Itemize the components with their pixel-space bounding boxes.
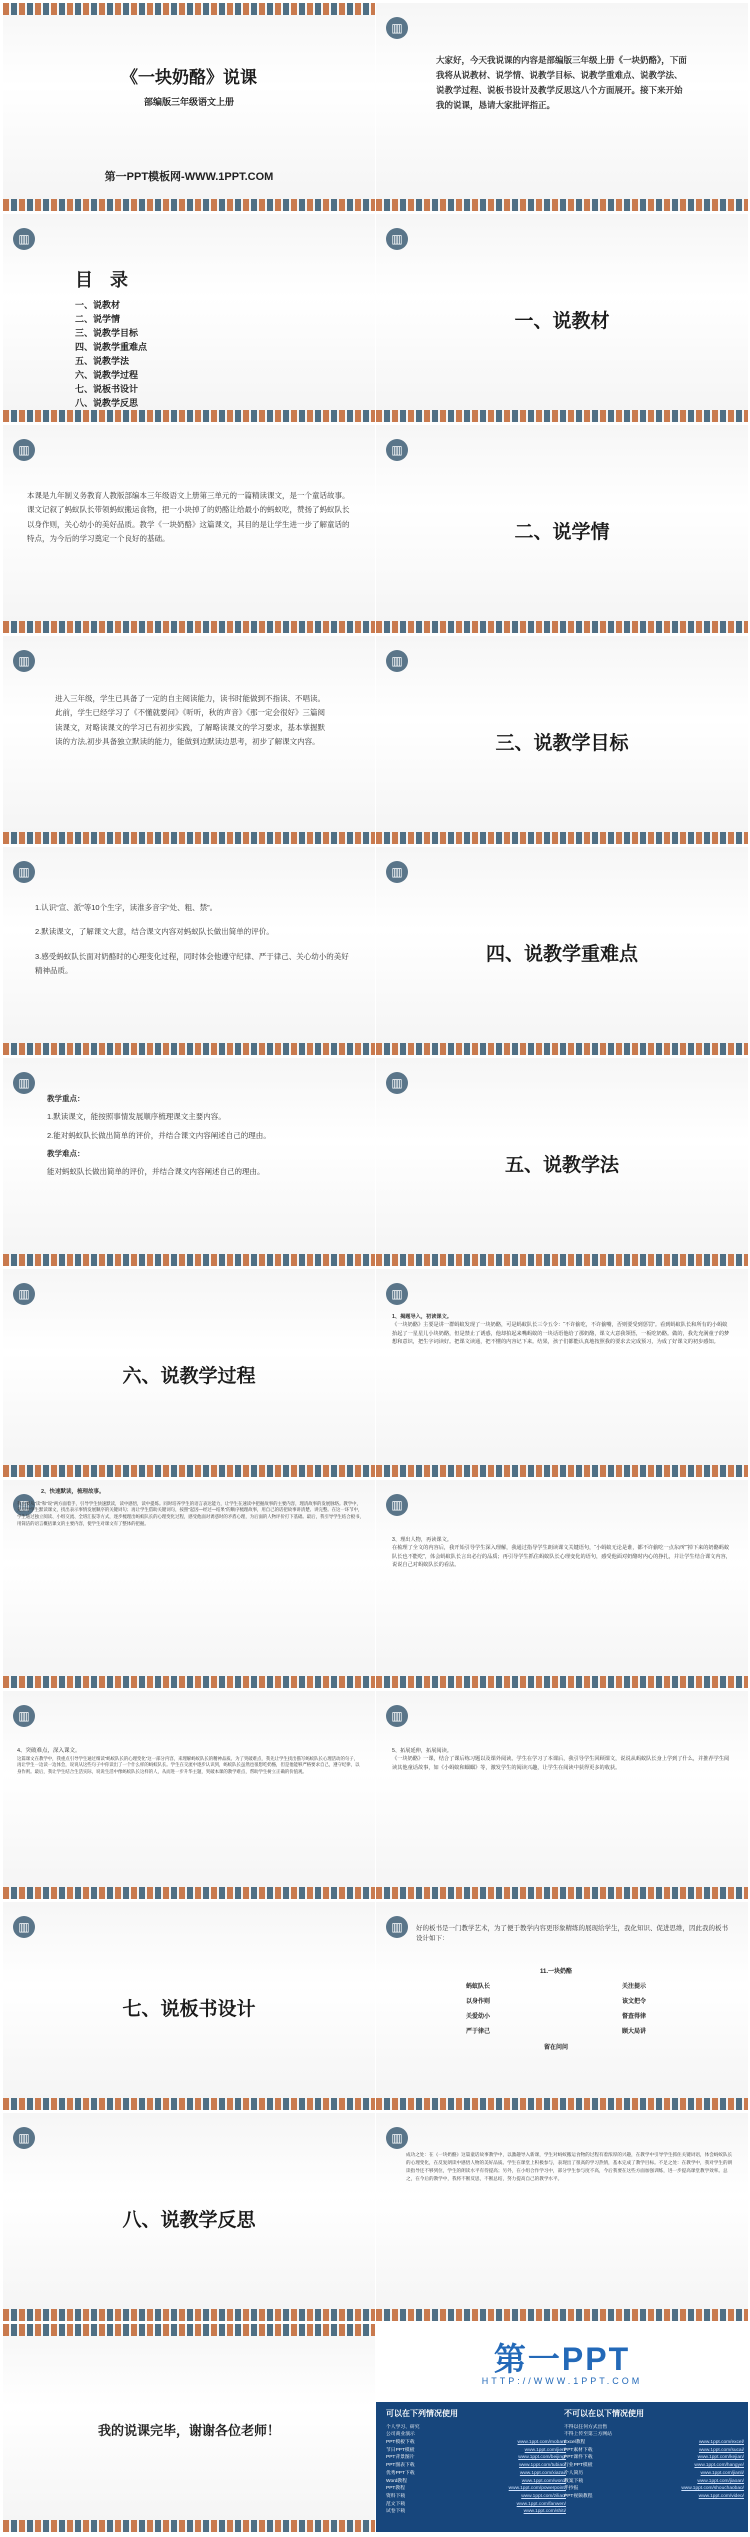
step-text: 《一块奶酪》一课，结合了课后练习题以及课外阅读。学生在学习了本课后，我引导学生回顾课文，说说从蚂蚁队长身上学到了什么，并推荐学生阅读其他童话故事，如《小蚂蚁和蝈蝈》等，激发学生的阅读兴趣，让学生在阅读中获得更多的收获。 <box>392 1756 730 1771</box>
school-emblem-icon <box>386 228 408 250</box>
link-row <box>564 2431 744 2439</box>
slide-process-2[interactable] <box>3 1480 375 1688</box>
difficulty-item: 能对蚂蚁队长做出简单的评价，并结合课文内容阐述自己的理由。 <box>47 1167 265 1176</box>
link-url[interactable]: www.1ppt.com/fanwen/ <box>516 2501 566 2507</box>
link-label: 教案下载 <box>564 2478 584 2484</box>
slide-key-points[interactable] <box>3 1058 375 1266</box>
link-url[interactable]: www.1ppt.com/video/ <box>698 2493 744 2499</box>
link-url[interactable]: www.1ppt.com/hangye/ <box>694 2463 744 2469</box>
link-label: 资料下载 <box>386 2493 406 2499</box>
key-label: 教学重点： <box>47 1094 85 1103</box>
school-emblem-icon <box>13 439 35 461</box>
decorative-band <box>376 832 748 844</box>
link-row <box>386 2493 566 2501</box>
link-url[interactable]: www.1ppt.com/moban/ <box>517 2440 566 2446</box>
section-heading: 七、说板书设计 <box>122 1999 256 2020</box>
step-text: 这篇课文在教学中，我重点引导学生通过细读“蚂蚁队长的心理变化”这一部分内容，来理解蚂蚁队长的精神品质。为了突破难点，我先让学生找出描写蚂蚁队长心理活动的句子，再让学生一边读一边体会，说说从这些句子中你读出了一个什么样的蚂蚁队长。学生在交流中逐步认识到，蚂蚁队长虽然也很想吃奶酪，但是他能够严格要求自己，遵守纪律，以身作则。最后，我让学生结合生活实际，说说生活中像蚂蚁队长这样的人，从而进一步升华主题，突破本课的教学难点，帮助学生树立正确的价值观。 <box>17 1755 360 1775</box>
link-url[interactable]: www.1ppt.com/ziliao/ <box>521 2493 566 2499</box>
decorative-band <box>3 1043 375 1055</box>
link-label: 试卷下载 <box>386 2509 406 2515</box>
slide-process-5[interactable] <box>376 1691 748 1899</box>
board-footer: 留在问问 <box>543 2045 568 2051</box>
reflection-text: 成功之处：在《一块奶酪》这篇童话故事教学中，以激趣导入新课，学生对蚂蚁搬运食物的过程有着浓厚的兴趣，在教学中引导学生抓住关键词语，体会蚂蚁队长的心理变化，在反复朗读中感悟人物的美好品质。学生在课堂上积极参与，表现出了很高的学习热情，基本完成了教学目标。不足之处：在教学中，我对学生的朗读指导还不够到位，学生的朗读水平有待提高；另外，在小组合作学习中，部分学生参与度不高，今后我要在这些方面加强训练，进一步提高课堂教学效率。总之，在今后的教学中，我将不断反思，不断总结，努力提高自己的教学水平。 <box>406 2152 733 2182</box>
section-heading: 二、说学情 <box>514 522 610 543</box>
link-url[interactable]: www.1ppt.com/jianli/ <box>700 2470 744 2476</box>
slide-section-5[interactable] <box>376 1058 748 1266</box>
site-label: 第一PPT模板网-WWW.1PPT.COM <box>104 171 274 183</box>
decorative-band <box>3 3 375 15</box>
link-label: 公司商业演示 <box>386 2432 415 2438</box>
page-subtitle: 部编版三年级语文上册 <box>143 97 234 107</box>
link-label: PPT模板下载 <box>386 2440 415 2446</box>
section-heading: 四、说教学重难点 <box>485 944 638 965</box>
link-label: 节日PPT模板 <box>386 2447 415 2453</box>
process-step <box>392 1313 732 1346</box>
link-label: PPT视频教程 <box>564 2493 593 2499</box>
link-label: 手抄报 <box>564 2486 579 2492</box>
decorative-band <box>376 2098 748 2110</box>
link-row <box>386 2478 566 2486</box>
link-row <box>386 2424 566 2432</box>
decorative-band <box>3 1676 375 1688</box>
link-row <box>564 2485 744 2493</box>
board-cell: 关注提示 <box>621 1984 646 1990</box>
link-row <box>386 2470 566 2478</box>
board-cell: 蚂蚁队长 <box>466 1984 491 1990</box>
intro-text: 大家好，今天我说课的内容是部编版三年级上册《一块奶酪》，下面我将从说教材、说学情、说教学目标、说教学重难点、说教学法、说教学过程、说板书设计及教学反思这八个方面展开。接下来开始我的说课，恳请大家批评指正。 <box>436 55 687 110</box>
site-url[interactable]: HTTP://WWW.1PPT.COM <box>481 2376 643 2386</box>
link-url[interactable]: www.1ppt.com/sucai/ <box>698 2447 744 2453</box>
decorative-band <box>376 2309 748 2321</box>
decorative-band <box>376 1043 748 1055</box>
decorative-band <box>3 2309 375 2321</box>
link-row <box>564 2462 744 2470</box>
slide-toc[interactable] <box>3 214 375 422</box>
link-row <box>564 2478 744 2486</box>
school-emblem-icon <box>13 650 35 672</box>
objective-item: 1.认识“宣、派”等10个生字，读准多音字“处、粗、禁”。 <box>35 903 218 912</box>
forbidden-column <box>564 2408 744 2501</box>
allowed-title: 可以在下列情况使用 <box>386 2409 458 2418</box>
slide-title[interactable] <box>3 3 375 211</box>
objective-item: 3.感受蚂蚁队长面对奶酪时的心理变化过程，同时体会他遵守纪律、严于律己、关心幼小的美好精神品质。 <box>35 951 349 975</box>
link-row <box>386 2462 566 2470</box>
process-step <box>392 1747 732 1772</box>
key-item: 1.默读课文，能按照事情发展顺序梳理课文主要内容。 <box>47 1112 226 1122</box>
section-heading: 一、说教材 <box>514 311 610 332</box>
link-url[interactable]: www.1ppt.com/powerpoint/ <box>508 2486 566 2492</box>
objective-item: 2.默读课文，了解课文大意，结合课文内容对蚂蚁队长做出简单的评价。 <box>35 927 274 937</box>
school-emblem-icon <box>386 1072 408 1094</box>
process-step <box>17 1747 361 1776</box>
page-title: 《一块奶酪》说课 <box>121 68 257 87</box>
link-label: 行业PPT模板 <box>564 2463 593 2469</box>
link-row <box>386 2447 566 2455</box>
school-emblem-icon <box>386 2127 408 2149</box>
slide-promo[interactable] <box>376 2324 748 2532</box>
decorative-band <box>376 1254 748 1266</box>
decorative-band <box>3 2520 375 2532</box>
step-title: 1、揭题导入，初读课文。 <box>392 1314 452 1320</box>
link-row <box>386 2454 566 2462</box>
decorative-band <box>3 1465 375 1477</box>
slide-section-2[interactable] <box>376 425 748 633</box>
link-row <box>564 2454 744 2462</box>
decorative-band <box>3 410 375 422</box>
slide-process-4[interactable] <box>3 1691 375 1899</box>
toc-list <box>75 298 147 410</box>
slide-section-6[interactable] <box>3 1269 375 1477</box>
link-url[interactable]: www.1ppt.com/excel/ <box>698 2440 744 2446</box>
school-emblem-icon <box>386 1916 408 1938</box>
link-label: 范文下载 <box>386 2501 406 2507</box>
school-emblem-icon <box>386 1705 408 1727</box>
body-text: 本课是九年制义务教育人教版部编本三年级语文上册第三单元的一篇精读课文，是一个童话故事。课文记叙了蚂蚁队长带领蚂蚁搬运食物，把一小块掉了的奶酪让给最小的蚂蚁吃，赞扬了蚂蚁队长以身作则，关心幼小的美好品质。教学《一块奶酪》这篇课文，其目的是让学生进一步了解童话的特点，为今后的学习奠定一个良好的基础。 <box>27 491 350 543</box>
decorative-band <box>3 1254 375 1266</box>
slide-textbook[interactable] <box>3 425 375 633</box>
link-label: 个人学习、研究 <box>386 2424 420 2430</box>
link-row <box>386 2501 566 2509</box>
link-url[interactable]: www.1ppt.com/jieri/ <box>524 2447 566 2453</box>
process-step <box>17 1488 365 1528</box>
slide-reflection[interactable] <box>376 2113 748 2321</box>
slide-intro[interactable] <box>376 3 748 211</box>
board-cell: 以身作则 <box>466 1999 491 2005</box>
board-row <box>456 1995 656 2010</box>
link-row <box>564 2424 744 2432</box>
board-cell: 该文把令 <box>621 1999 646 2005</box>
board-cell: 顾大局讲 <box>621 2029 646 2035</box>
forbidden-title: 不可以在以下情况使用 <box>564 2409 644 2418</box>
school-emblem-icon <box>386 439 408 461</box>
link-label: Excel教程 <box>564 2440 586 2446</box>
slide-students[interactable] <box>3 636 375 844</box>
slide-objectives[interactable] <box>3 847 375 1055</box>
slide-section-3[interactable] <box>376 636 748 844</box>
closing-text: 我的说课完毕，谢谢各位老师！ <box>97 2423 280 2438</box>
school-emblem-icon <box>386 1283 408 1305</box>
slide-process-1[interactable] <box>376 1269 748 1477</box>
school-emblem-icon <box>13 1072 35 1094</box>
school-emblem-icon <box>386 861 408 883</box>
decorative-band <box>376 410 748 422</box>
slide-process-3[interactable] <box>376 1480 748 1688</box>
board-cell: 督查得律 <box>621 2014 646 2020</box>
school-emblem-icon <box>13 2127 35 2149</box>
school-emblem-icon <box>386 1494 408 1516</box>
link-url[interactable]: www.1ppt.com/beijing/ <box>518 2455 566 2461</box>
decorative-band <box>376 1887 748 1899</box>
link-url[interactable]: www.1ppt.com/kejian/ <box>697 2455 744 2461</box>
toc-title: 目 录 <box>75 270 135 290</box>
board-row <box>456 2010 656 2025</box>
school-emblem-icon <box>13 1705 35 1727</box>
decorative-band <box>3 2098 375 2110</box>
school-emblem-icon <box>13 861 35 883</box>
section-heading: 六、说教学过程 <box>122 1366 256 1387</box>
board-row <box>456 2025 656 2040</box>
slide-section-1[interactable] <box>376 214 748 422</box>
link-label: 不得以任何方式出售 <box>564 2424 608 2430</box>
link-row <box>564 2470 744 2478</box>
toc-item[interactable]: 六、说教学过程 <box>75 370 139 380</box>
link-row <box>386 2439 566 2447</box>
process-step <box>392 1536 732 1569</box>
objectives-list <box>35 901 351 978</box>
link-url[interactable]: www.1ppt.com/word/ <box>521 2478 566 2484</box>
step-text: 在梳理了全文的内容后，我开始引导学生深入理解，我通过指导学生朗读课文关键语句，“小蚂蚁无论是谁，都不许偷吃一点东西”“掉下来的奶酪蚂蚁队长也不能吃”，体会蚂蚁队长言出必行的品质；再引导学生抓住蚂蚁队长心理变化的语句，感受他面对奶酪时内心的挣扎，并让学生结合课文内容，说说自己对蚂蚁队长的看法。 <box>392 1545 731 1568</box>
link-row <box>564 2493 744 2501</box>
decorative-band <box>376 621 748 633</box>
slide-closing[interactable] <box>3 2324 375 2532</box>
step-title: 2、快速默读，梳理故事。 <box>41 1489 105 1495</box>
section-heading: 三、说教学目标 <box>495 733 629 754</box>
decorative-band <box>376 1465 748 1477</box>
link-label: Word教程 <box>386 2478 407 2484</box>
board-cell: 关爱幼小 <box>466 2014 491 2020</box>
difficulty-label: 教学难点： <box>47 1148 85 1158</box>
board-table <box>456 1964 656 2056</box>
board-title: 11.一块奶酪 <box>539 1969 572 1975</box>
toc-item[interactable]: 三、说教学目标 <box>75 328 139 338</box>
decorative-band <box>376 199 748 211</box>
link-row <box>386 2508 566 2516</box>
school-emblem-icon <box>386 17 408 39</box>
board-row <box>456 1980 656 1995</box>
link-label: PPT课件下载 <box>564 2455 593 2461</box>
board-cell: 严于律己 <box>466 2029 491 2035</box>
link-label: PPT素材下载 <box>564 2447 593 2453</box>
toc-item[interactable]: 四、说教学重难点 <box>75 342 148 352</box>
link-url[interactable]: www.1ppt.com/jiaoan/ <box>697 2478 744 2484</box>
link-row <box>386 2485 566 2493</box>
link-label: 不得上传至第三方网站 <box>564 2432 612 2438</box>
toc-item[interactable]: 一、说教材 <box>75 300 121 310</box>
link-row <box>386 2431 566 2439</box>
key-item: 2.能对蚂蚁队长做出简单的评价，并结合课文内容阐述自己的理由。 <box>47 1130 271 1140</box>
decorative-band <box>3 1887 375 1899</box>
link-url[interactable]: www.1ppt.com/xiazai/ <box>519 2470 566 2476</box>
slide-board-design[interactable] <box>376 1902 748 2110</box>
step-title: 3、理出人物，再读课文。 <box>392 1537 452 1543</box>
site-logo: 第一PPT <box>493 2341 631 2377</box>
decorative-band <box>3 2324 375 2336</box>
link-label: 个人简历 <box>564 2470 584 2476</box>
school-emblem-icon <box>13 1916 35 1938</box>
link-url[interactable]: www.1ppt.com/shiti/ <box>523 2509 566 2515</box>
key-points <box>47 1092 351 1179</box>
toc-item[interactable]: 七、说板书设计 <box>75 384 139 394</box>
toc-item[interactable]: 二、说学情 <box>75 314 121 324</box>
decorative-band <box>376 1676 748 1688</box>
school-emblem-icon <box>13 228 35 250</box>
decorative-band <box>3 199 375 211</box>
school-emblem-icon <box>386 650 408 672</box>
decorative-band <box>3 621 375 633</box>
toc-item[interactable]: 五、说教学法 <box>75 356 130 366</box>
link-url[interactable]: www.1ppt.com/tubiao/ <box>519 2463 566 2469</box>
link-label: 优秀PPT下载 <box>386 2470 415 2476</box>
link-row <box>564 2439 744 2447</box>
section-heading: 五、说教学法 <box>504 1155 619 1176</box>
section-heading: 八、说教学反思 <box>122 2210 256 2231</box>
slide-section-8[interactable] <box>3 2113 375 2321</box>
link-label: PPT教程 <box>386 2486 405 2492</box>
slide-section-4[interactable] <box>376 847 748 1055</box>
link-label: PPT背景图片 <box>386 2455 415 2461</box>
decorative-band <box>3 832 375 844</box>
school-emblem-icon <box>13 1283 35 1305</box>
usage-panel <box>376 2402 748 2532</box>
step-text: 我主要从“读”和“说”两方面着手，引导学生快速默读，读中感悟，读中提炼。同时培养学生的语言表达能力，让学生在速读中把握故事的主要内容，理清故事的发展脉络。教学中，先引导学生默读课文，找出表示事情发展顺序的关键词句；再让学生借助关键词句，按照“起因—经过—结果”的顺序梳理故事，用自己的话把故事讲清楚、讲完整。在这一环节中，学生通过独立阅读、小组交流、全班汇报等方式，逐步梳理出蚂蚁队长的心理变化过程，感受他面对诱惑时的矛盾心理，为后面的人物评价打下基础。最后，我引导学生结合板书，用简洁的语言概括课文的主要内容，使学生对课文有了整体的把握。 <box>17 1500 364 1526</box>
toc-item[interactable]: 八、说教学反思 <box>75 398 139 408</box>
link-label: PPT图表下载 <box>386 2463 415 2469</box>
slide-section-7[interactable] <box>3 1902 375 2110</box>
step-text: 《一块奶酪》主要是讲一群蚂蚁发现了一块奶酪，可是蚂蚁队长三令五令：“不许偷吃，不许偷嘴，否则要受到惩罚”。看到蚂蚁队长和所有的小蚂蚁抬起了一星星儿小块奶酪，但是禁止了诱惑，他却拍起来嘴蚂蚁的一块话语他给了那奶酪，课文大意我领悟，一板吃奶酪。做的，我先充满童子的梦想和意识，把生字词读好。把课文读通，把不懂的内容记下来。结果，孩子们都能认真地按照我的要求去完成预习，为成了好课文的初步感知。 <box>392 1322 730 1345</box>
step-title: 5、拓展延伸，拓展阅读。 <box>392 1748 452 1754</box>
step-title: 4、突破难点，深入课文。 <box>17 1748 81 1754</box>
link-row <box>564 2447 744 2455</box>
board-intro: 好的板书是一门教学艺术，为了便于教学内容更形象精练的展现给学生，我化知识、促进思维，因此我的板书设计如下： <box>416 1925 728 1943</box>
link-url[interactable]: www.1ppt.com/shouchaobao/ <box>681 2486 744 2492</box>
allowed-column <box>386 2408 566 2516</box>
body-text: 进入三年级，学生已具备了一定的自主阅读能力，读书时能做到不指读、不唱读。此前，学生已经学习了《不懂就要问》《听听，秋的声音》《那一定会很好》三篇阅读课文，对略读课文的学习已有初步实践，了解略读课文的学习要求，基本掌握默读的方法,初步具备独立默读的能力，能做到边默读边思考，初步了解课文内容。 <box>55 694 325 746</box>
